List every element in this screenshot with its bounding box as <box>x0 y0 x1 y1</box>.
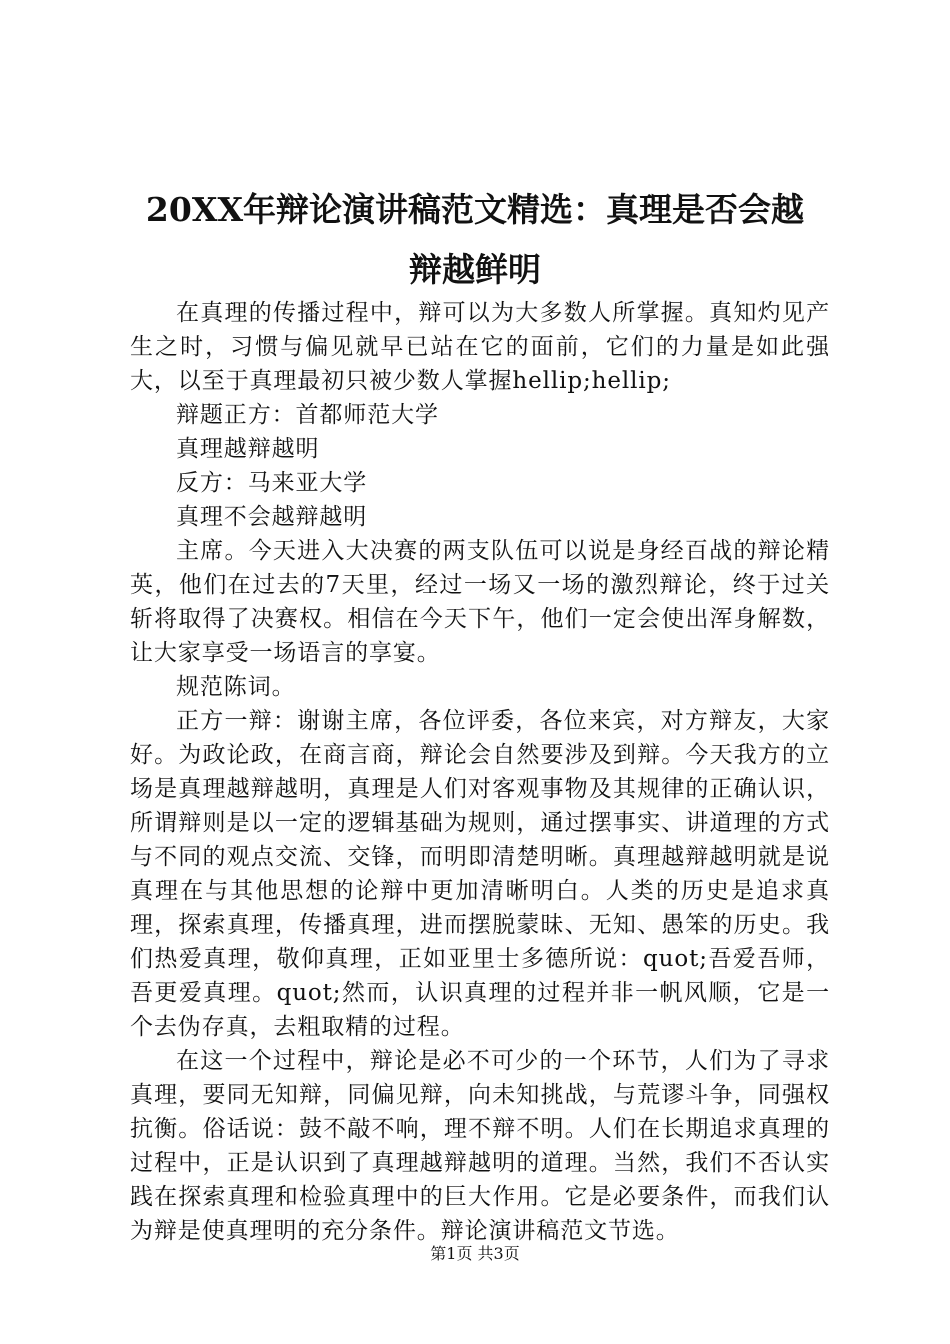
paragraph-negative-team: 反方：马来亚大学 <box>176 470 368 496</box>
paragraph-statement-heading: 规范陈词。 <box>176 674 296 700</box>
paragraph-chair-opening: 主席。今天进入大决赛的两支队伍可以说是身经百战的辩论精英，他们在过去的7天里，经过一场又一场的激烈辩论，终于过关斩将取得了决赛权。相信在今天下午，他们一定会使出浑身解数，让大家享受一场语言的享宴。 <box>130 538 830 666</box>
paragraph-negative-position: 真理不会越辩越明 <box>176 504 368 530</box>
paragraph-first-speaker-continued: 在这一个过程中，辩论是必不可少的一个环节，人们为了寻求真理，要同无知辩，同偏见辩，向未知挑战，与荒谬斗争，同强权抗衡。俗话说：鼓不敲不响，理不辩不明。人们在长期追求真理的过程中，正是认识到了真理越辩越明的道理。当然，我们不否认实践在探索真理和检验真理中的巨大作用。它是必要条件，而我们认为辩是使真理明的充分条件。辩论演讲稿范文节选。 <box>130 1048 830 1244</box>
paragraph-affirmative-team: 辩题正方：首都师范大学 <box>176 402 439 428</box>
paragraph-intro: 在真理的传播过程中，辩可以为大多数人所掌握。真知灼见产生之时，习惯与偏见就早已站在它的面前，它们的力量是如此强大，以至于真理最初只被少数人掌握hellip;hellip; <box>130 300 830 394</box>
document-title-line-2: 辩越鲜明 <box>409 250 541 289</box>
document-body <box>130 296 830 1248</box>
paragraph-affirmative-position: 真理越辩越明 <box>176 436 320 462</box>
paragraph-first-speaker: 正方一辩：谢谢主席，各位评委，各位来宾，对方辩友，大家好。为政论政，在商言商，辩论会自然要涉及到辩。今天我方的立场是真理越辩越明，真理是人们对客观事物及其规律的正确认识，所谓辩则是以一定的逻辑基础为规则，通过摆事实、讲道理的方式与不同的观点交流、交锋，而明即清楚明晰。真理越辩越明就是说真理在与其他思想的论辩中更加清晰明白。人类的历史是追求真理，探索真理，传播真理，进而摆脱蒙昧、无知、愚笨的历史。我们热爱真理，敬仰真理，正如亚里士多德所说：quot;吾爱吾师，吾更爱真理。quot;然而，认识真理的过程并非一帆风顺，它是一个去伪存真，去粗取精的过程。 <box>130 708 830 1040</box>
page-footer: 第1页 共3页 <box>430 1244 520 1263</box>
document-title-line-1: 20XX年辩论演讲稿范文精选：真理是否会越 <box>145 190 805 229</box>
